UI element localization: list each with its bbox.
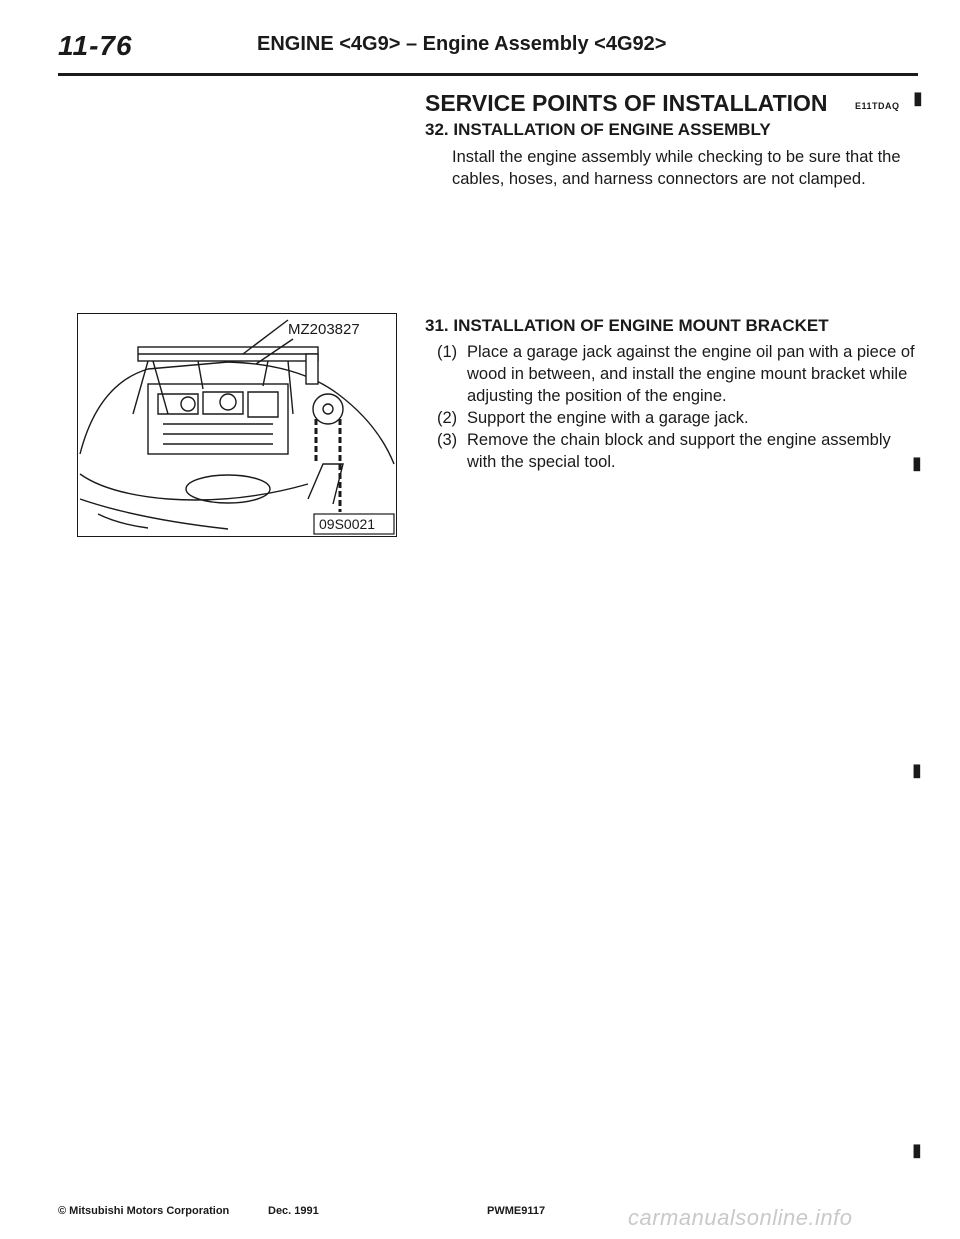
margin-mark: ▮ [912, 760, 922, 780]
engine-line-drawing [78, 314, 396, 536]
step-32-text: Install the engine assembly while checking to be sure that the cables, hoses, and harness connectors are not clamped. [452, 148, 901, 188]
section-title: SERVICE POINTS OF INSTALLATION [425, 90, 828, 116]
list-item-number: (2) [437, 409, 458, 427]
page-header-title: ENGINE <4G9> – Engine Assembly <4G92> [257, 33, 667, 55]
list-item-text: Place a garage jack against the engine oil pan with a piece of wood in between, and install the engine mount bracket while adjusting the position of the engine. [467, 343, 915, 405]
step-31-list [437, 341, 917, 473]
list-item-number: (1) [437, 343, 458, 361]
margin-mark: ▮ [912, 453, 922, 473]
footer-date: Dec. 1991 [268, 1205, 319, 1217]
figure-code: 09S0021 [319, 516, 376, 532]
list-item [437, 429, 917, 473]
tool-number-label: MZ203827 [288, 321, 360, 338]
section-code: E11TDAQ [855, 101, 900, 111]
margin-mark: ▮ [912, 1140, 922, 1160]
list-item [437, 341, 917, 407]
list-item-text: Support the engine with a garage jack. [467, 409, 749, 427]
list-item-number: (3) [437, 431, 458, 449]
header-divider [58, 73, 918, 76]
footer-code: PWME9117 [487, 1205, 546, 1217]
footer-corporation: © Mitsubishi Motors Corporation [58, 1205, 230, 1217]
list-item [437, 407, 917, 429]
margin-mark: ▮ [913, 88, 923, 108]
page-number: 11-76 [58, 30, 133, 61]
engine-support-illustration [77, 313, 397, 537]
watermark: carmanualsonline.info [628, 1205, 853, 1230]
list-item-text: Remove the chain block and support the engine assembly with the special tool. [467, 431, 891, 471]
step-32-heading: 32. INSTALLATION OF ENGINE ASSEMBLY [425, 120, 771, 139]
step-31-heading: 31. INSTALLATION OF ENGINE MOUNT BRACKET [425, 316, 829, 335]
